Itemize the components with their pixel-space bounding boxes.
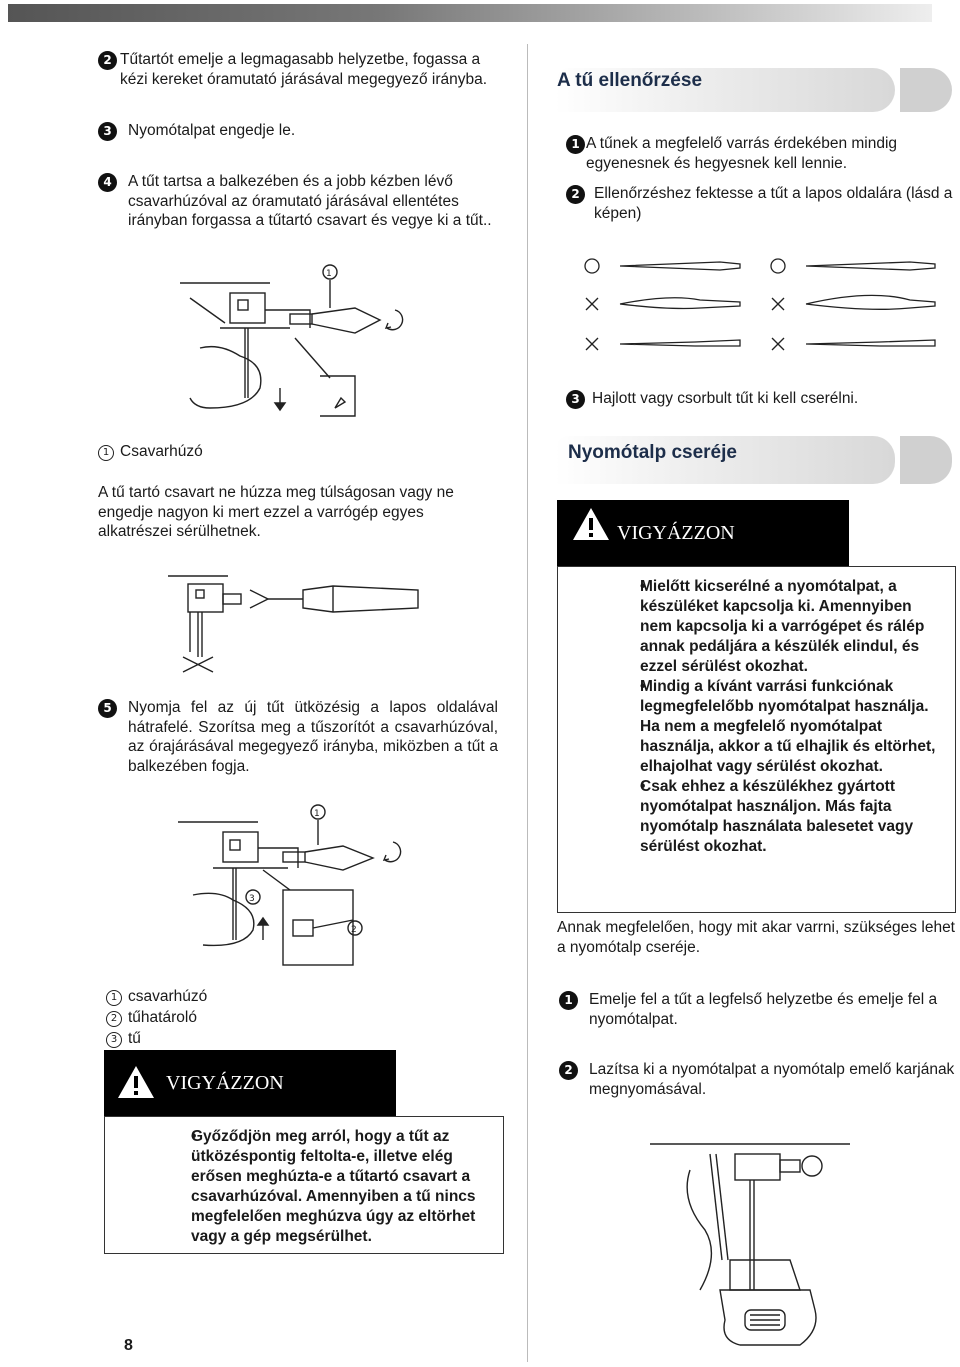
step-number-badge: 2	[566, 185, 585, 204]
callout-number: 1	[106, 990, 122, 1006]
presser-foot-illustration	[650, 1140, 850, 1360]
column-divider	[527, 44, 528, 1362]
step-2-block	[98, 50, 498, 89]
foot-step-2	[559, 1060, 957, 1099]
needle-insert-illustration	[178, 800, 418, 975]
header-bar	[8, 4, 932, 22]
section-tab-shade	[900, 68, 952, 112]
warning-title: VIGYÁZZON	[166, 1072, 284, 1094]
callout-number: 2	[106, 1011, 122, 1027]
section-title-needle-check: A tű ellenőrzése	[557, 70, 703, 91]
step-text: Ellenőrzéshez fektesse a tűt a lapos oldalára (lásd a képen)	[594, 185, 953, 222]
step-number-badge: 1	[559, 991, 578, 1010]
check-step-3	[566, 389, 951, 409]
needle-check-illustration	[580, 254, 955, 354]
step-number-badge: 5	[98, 699, 117, 718]
step-text: Tűtartót emelje a legmagasabb helyzetbe, fogassa a kézi kereket óramutató járásával megegyező irányba.	[120, 51, 488, 88]
callout-number: 1	[98, 445, 114, 461]
callout-label: 2	[351, 925, 357, 935]
warning-item: • Győződjön meg arról, hogy a tűt az ütközéspontig feltolta-e, illetve elég erősen meghúzta-e a tűtartó csavart a csavarhúzóval. Amennyiben a tű nincs megfelelően meghúzva úgy az eltörhet vagy a gép megsérülhet.	[191, 1127, 491, 1247]
fig1-legend	[98, 442, 203, 462]
step-text: A tűt tartsa a balkezében és a jobb kézben lévő csavarhúzóval az óramutató járásával ellentétes irányban forgassa a tűtartó csavart és vegye ki a tűt..	[128, 173, 492, 229]
section-tab-shade	[900, 436, 952, 484]
foot-step-1	[559, 990, 957, 1029]
legend-label: Csavarhúzó	[120, 443, 203, 460]
callout-number: 3	[106, 1032, 122, 1048]
needle-removal-illustration	[180, 258, 420, 418]
step-number-badge: 3	[98, 122, 117, 141]
check-step-2	[566, 184, 956, 223]
warning-box	[557, 566, 956, 913]
intro-paragraph: Annak megfelelően, hogy mit akar varrni, szükséges lehet a nyomótalp cseréje.	[557, 919, 955, 956]
page-number: 8	[124, 1337, 133, 1354]
step-number-badge: 2	[98, 51, 117, 70]
step-text: Nyomja fel az új tűt ütközésig a lapos oldalával hátrafelé. Szorítsa meg a tűszorítót a csavarhúzóval, az órajárásával megegyező irányba, miközben a tűt a balkezében fogja.	[128, 699, 498, 775]
step-3-block	[98, 121, 498, 141]
step-number-badge: 3	[566, 390, 585, 409]
warning-triangle-icon	[116, 1064, 156, 1100]
section-title-presser-foot: Nyomótalp cseréje	[568, 442, 737, 463]
callout-label: 1	[314, 809, 320, 819]
caution-paragraph: A tű tartó csavart ne húzza meg túlságosan vagy ne engedje nagyon ki mert ezzel a varrógép egyes alkatrészei sérülhetnek.	[98, 484, 454, 540]
step-number-badge: 4	[98, 173, 117, 192]
step-text: Emelje fel a tűt a legfelső helyzetbe és emelje fel a nyomótalpat.	[589, 991, 938, 1028]
step-text: A tűnek a megfelelő varrás érdekében mindig egyenesnek és hegyesnek kell lennie.	[586, 135, 898, 172]
step-text: Hajlott vagy csorbult tűt ki kell cserélni.	[592, 390, 859, 407]
step-text: Lazítsa ki a nyomótalpat a nyomótalp emelő karjának megnyomásával.	[589, 1061, 955, 1098]
warning-item: • Mielőtt kicserélné a nyomótalpat, a készüléket kapcsolja ki. Amennyiben nem kapcsolja ki a varrógépet és rálép annak pedáljára a készülék elindul, és ezzel sérülést okozhat.	[640, 577, 945, 677]
warning-header	[104, 1050, 396, 1116]
step-number-badge: 1	[566, 135, 585, 154]
fig3-legend	[106, 986, 207, 1049]
warning-box	[104, 1116, 504, 1254]
warning-triangle-icon	[571, 506, 611, 542]
legend-label: tű	[128, 1030, 141, 1047]
warning-item: • Mindig a kívánt varrási funkciónak legmegfelelőbb nyomótalpat használja. Ha nem a megfelelő nyomótalpat használja, akkor a tű elhajlik és eltörhet, elhajolhat vagy sérülést okozhat.	[640, 677, 945, 777]
check-step-1	[566, 134, 951, 173]
legend-label: csavarhúzó	[128, 988, 208, 1005]
screwdriver-clamp-illustration	[168, 572, 428, 682]
warning-title: VIGYÁZZON	[617, 522, 735, 544]
callout-label: 3	[249, 894, 255, 904]
callout-label: 1	[326, 269, 332, 279]
warning-item: • Csak ehhez a készülékhez gyártott nyomótalpat használjon. Más fajta nyomótalp használata balesetet vagy sérülést okozhat.	[640, 777, 945, 857]
step-4-block	[98, 172, 496, 231]
warning-header	[557, 500, 849, 566]
legend-label: tűhatároló	[128, 1009, 197, 1026]
step-number-badge: 2	[559, 1061, 578, 1080]
step-5-block	[98, 698, 498, 776]
step-text: Nyomótalpat engedje le.	[128, 122, 296, 139]
